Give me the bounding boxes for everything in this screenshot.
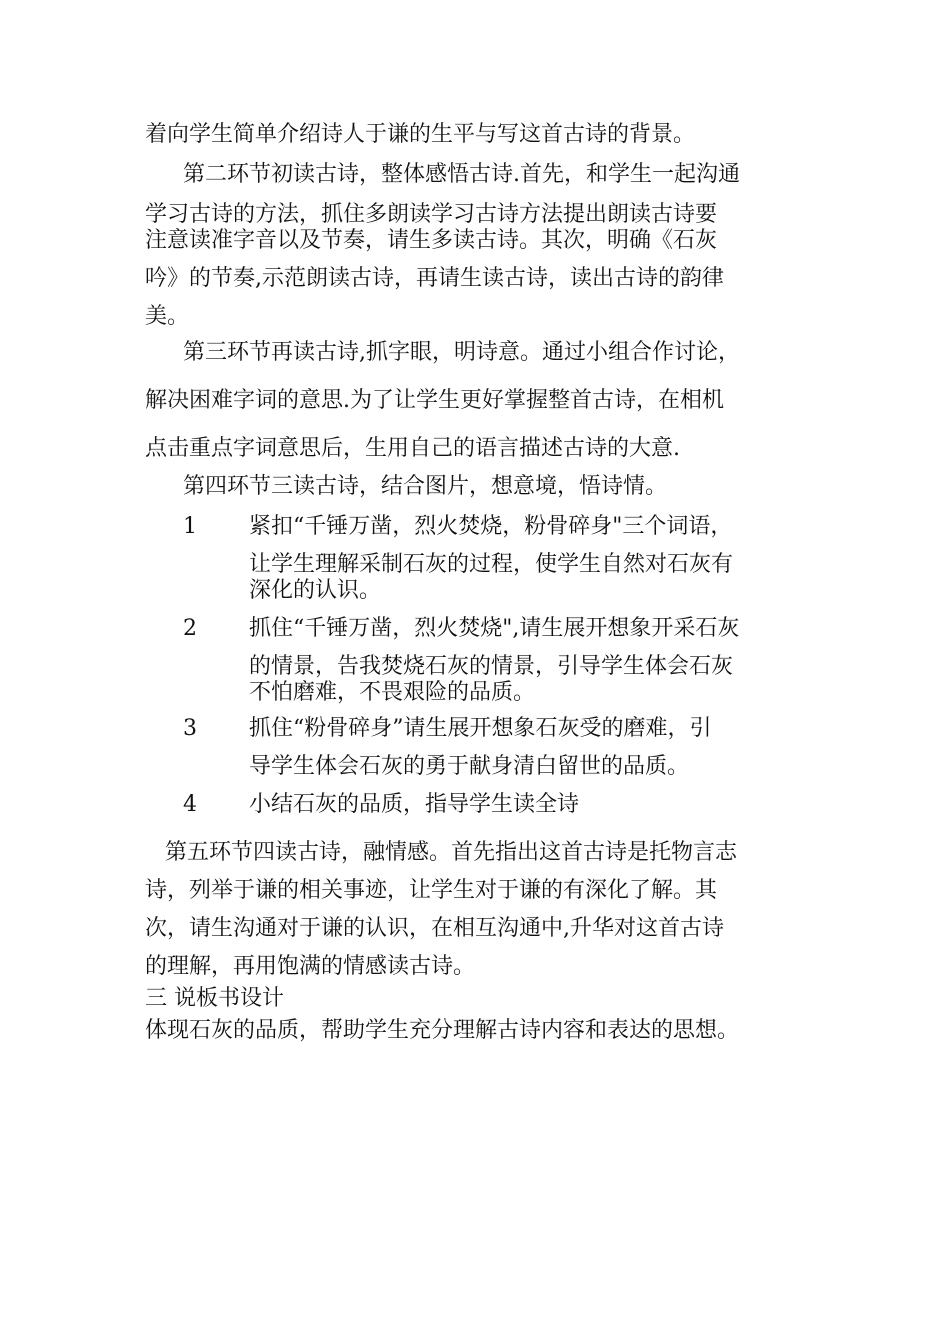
- list-item-line: 的情景，告我焚烧石灰的情景，引导学生体会石灰: [249, 654, 734, 679]
- paragraph-line: 注意读准字音以及节奏，请生多读古诗。其次，明确《石灰: [145, 228, 718, 253]
- list-item-line: 深化的认识。: [249, 578, 382, 603]
- list-item-line: 抓住“千锤万凿，烈火焚烧",请生展开想象开采石灰: [249, 616, 740, 641]
- paragraph-line: 第五环节四读古诗，融情感。首先指出这首古诗是托物言志: [165, 840, 738, 865]
- paragraph-line: 着向学生简单介绍诗人于谦的生平与写这首古诗的背景。: [145, 122, 696, 147]
- list-number: 2: [183, 616, 197, 641]
- list-item-line: 不怕磨难，不畏艰险的品质。: [249, 680, 536, 705]
- paragraph-line: 第四环节三读古诗，结合图片，想意境，悟诗情。: [183, 474, 668, 499]
- paragraph-line: 的理解，再用饱满的情感读古诗。: [145, 954, 476, 979]
- paragraph-line: 解决困难字词的意思.为了让学生更好掌握整首古诗，在相机: [145, 388, 724, 413]
- list-item-line: 让学生理解采制石灰的过程，使学生自然对石灰有: [249, 552, 734, 577]
- paragraph-line: 体现石灰的品质，帮助学生充分理解古诗内容和表达的思想。: [145, 1018, 740, 1043]
- list-number: 3: [183, 716, 197, 741]
- paragraph-line: 学习古诗的方法，抓住多朗读学习古诗方法提出朗读古诗要: [145, 202, 718, 227]
- list-item-line: 紧扣“千锤万凿，烈火焚烧，粉骨碎身"三个词语，: [249, 514, 733, 539]
- list-item-line: 抓住“粉骨碎身”请生展开想象石灰受的磨难，引: [249, 716, 712, 741]
- paragraph-line: 诗，列举于谦的相关事迹，让学生对于谦的有深化了解。其: [145, 878, 718, 903]
- list-item-line: 小结石灰的品质，指导学生读全诗: [249, 792, 580, 817]
- paragraph-line: 第三环节再读古诗,抓字眼，明诗意。通过小组合作讨论，: [183, 340, 740, 365]
- paragraph-line: 吟》的节奏,示范朗读古诗，再请生读古诗，读出古诗的韵律: [145, 266, 724, 291]
- paragraph-line: 第二环节初读古诗，整体感悟古诗.首先，和学生一起沟通: [183, 162, 740, 187]
- paragraph-line: 美。: [145, 304, 190, 329]
- section-heading: 三 说板书设计: [145, 986, 284, 1011]
- paragraph-line: 点击重点字词意思后，生用自己的语言描述古诗的大意.: [145, 436, 680, 461]
- list-number: 1: [183, 514, 197, 539]
- list-number: 4: [183, 792, 197, 817]
- paragraph-line: 次，请生沟通对于谦的认识，在相互沟通中,升华对这首古诗: [145, 916, 724, 941]
- list-item-line: 导学生体会石灰的勇于献身清白留世的品质。: [249, 754, 690, 779]
